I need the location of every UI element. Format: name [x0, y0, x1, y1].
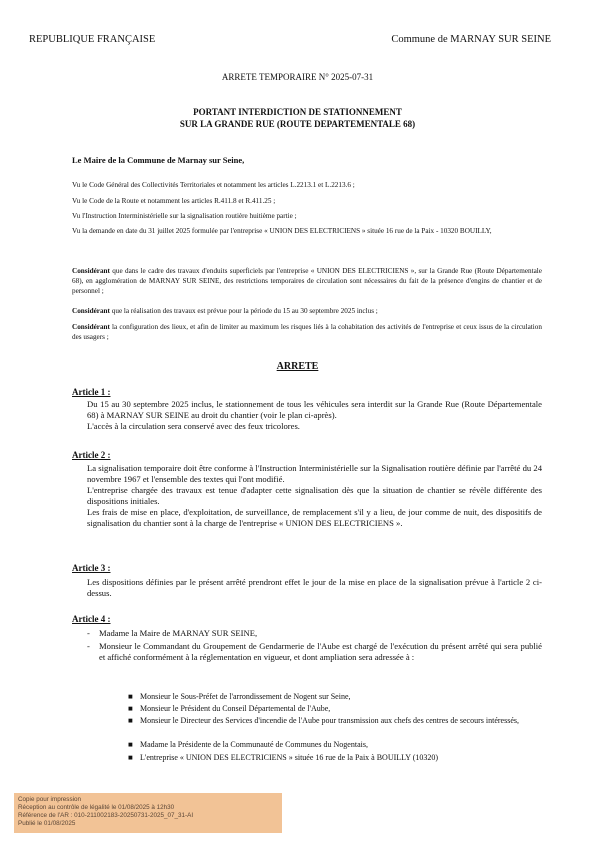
arrete-number: ARRETE TEMPORAIRE N° 2025-07-31	[221, 72, 374, 82]
bullet-item	[128, 704, 540, 714]
considerant-text: que dans le cadre des travaux d'enduits superficiels par l'entreprise « UNION DES ELECTRICIENS », sur la Grande Rue (Route Départementale 68), en agglomération de MARNAY SUR SEINE, des restrictions temporaires de circulation sont nécessaires du fait de la présence d'engins de chantier et de personnel ;	[72, 267, 542, 295]
title-line-2: SUR LA GRANDE RUE (ROUTE DEPARTEMENTALE 68)	[179, 119, 416, 129]
dash-marker: -	[87, 628, 90, 638]
vu-line: Vu l'Instruction Interministérielle sur la signalisation routière huitième partie ;	[72, 212, 297, 220]
article-paragraph: Du 15 au 30 septembre 2025 inclus, le stationnement de tous les véhicules sera interdit sur la Grande Rue (Route Départementale 68) à MARNAY SUR SEINE au droit du chantier (voir le plan ci-après).	[87, 399, 542, 420]
dash-text: Madame la Maire de MARNAY SUR SEINE,	[99, 628, 258, 638]
article-title: Article 4 :	[72, 614, 111, 624]
article-title: Article 3 :	[72, 563, 111, 573]
bullet-icon: ■	[128, 753, 133, 762]
bullet-item	[128, 692, 540, 702]
vu-line: Vu le Code Général des Collectivités Territoriales et notamment les articles L.2213.1 et L.2213.6 ;	[72, 181, 355, 189]
bullet-icon: ■	[128, 692, 133, 701]
considerant-text: que la réalisation des travaux est prévue pour la période du 15 au 30 septembre 2025 inclus ;	[109, 307, 378, 315]
considerant-paragraph	[72, 322, 542, 342]
bullet-text: Madame la Présidente de la Communauté de Communes du Nogentais,	[140, 740, 368, 749]
bullet-text: L'entreprise « UNION DES ELECTRICIENS » située 16 rue de la Paix à BOUILLY (10320)	[140, 753, 439, 762]
dash-text: Monsieur le Commandant du Groupement de Gendarmerie de l'Aube est chargé de l'exécution du présent arrêté qui sera publié et affiché conformément à la réglementation en vigueur, et dont ampliation sera adressée à :	[99, 641, 542, 662]
bullet-text: Monsieur le Sous-Préfet de l'arrondissement de Nogent sur Seine,	[140, 692, 351, 701]
dash-item	[87, 641, 542, 663]
article-paragraph: L'entreprise chargée des travaux est tenue d'adapter cette signalisation dès que la situation de chantier se révèle différente des dispositions initiales.	[87, 485, 542, 506]
header-left: REPUBLIQUE FRANÇAISE	[29, 34, 156, 45]
title-line-1: PORTANT INTERDICTION DE STATIONNEMENT	[193, 107, 402, 117]
article-paragraph: L'accès à la circulation sera conservé avec des feux tricolores.	[87, 421, 300, 431]
arrete-heading: ARRETE	[276, 361, 319, 372]
bullet-text: Monsieur le Président du Conseil Départemental de l'Aube,	[140, 704, 331, 713]
bullet-item	[128, 753, 540, 763]
article-body	[87, 463, 542, 529]
bullet-icon: ■	[128, 704, 133, 713]
considerant-lead: Considérant	[72, 267, 110, 275]
vu-line: Vu la demande en date du 31 juillet 2025 formulée par l'entreprise « UNION DES ELECTRICIENS » située 16 rue de la Paix - 10320 BOUILLY,	[72, 227, 492, 235]
article-body	[87, 399, 542, 432]
bullet-text: Monsieur le Directeur des Services d'incendie de l'Aube pour transmission aux chefs des centres de secours intéressés,	[140, 716, 519, 725]
stamp-line: Copie pour impression	[18, 796, 81, 803]
article-title: Article 2 :	[72, 450, 111, 460]
article-paragraph: Les dispositions définies par le présent arrêté prendront effet le jour de la mise en place de la signalisation prévue à l'article 2 ci-dessus.	[87, 577, 542, 598]
considerant-text: la configuration des lieux, et afin de limiter au maximum les risques liés à la cohabitation des activités de l'entreprise et ceux issus de la circulation des usagers ;	[72, 323, 542, 341]
legality-stamp	[14, 793, 282, 833]
stamp-line: Référence de l'AR : 010-211002183-20250731-2025_07_31-AI	[18, 812, 194, 819]
article-paragraph: La signalisation temporaire doit être conforme à l'Instruction Interministérielle sur la Signalisation routière définie par l'arrêté du 24 novembre 1967 et l'ensemble des textes qui l'ont modifié.	[87, 463, 542, 484]
maire-line: Le Maire de la Commune de Marnay sur Seine,	[72, 155, 245, 165]
header-right: Commune de MARNAY SUR SEINE	[391, 34, 551, 45]
considerant-paragraph	[72, 306, 542, 316]
article-title: Article 1 :	[72, 387, 111, 397]
considerant-lead: Considérant	[72, 323, 110, 331]
bullet-icon: ■	[128, 740, 133, 749]
dash-marker: -	[87, 641, 90, 651]
vu-line: Vu le Code de la Route et notamment les articles R.411.8 et R.411.25 ;	[72, 197, 276, 205]
considerant-lead: Considérant	[72, 307, 110, 315]
bullet-item	[128, 740, 540, 750]
article-paragraph: Les frais de mise en place, d'exploitation, de surveillance, de remplacement s'il y a lieu, de jour comme de nuit, des dispositifs de signalisation du chantier sont à la charge de l'entreprise « UNION DES ELECTRICIENS ».	[87, 507, 542, 528]
stamp-line: Publié le 01/08/2025	[18, 820, 76, 827]
dash-item	[87, 628, 542, 639]
stamp-line: Réception au contrôle de légalité le 01/08/2025 à 12h30	[18, 804, 175, 811]
considerant-paragraph	[72, 266, 542, 296]
bullet-item	[128, 716, 540, 726]
bullet-icon: ■	[128, 716, 133, 725]
article-body	[87, 577, 542, 599]
document-title	[0, 106, 595, 130]
